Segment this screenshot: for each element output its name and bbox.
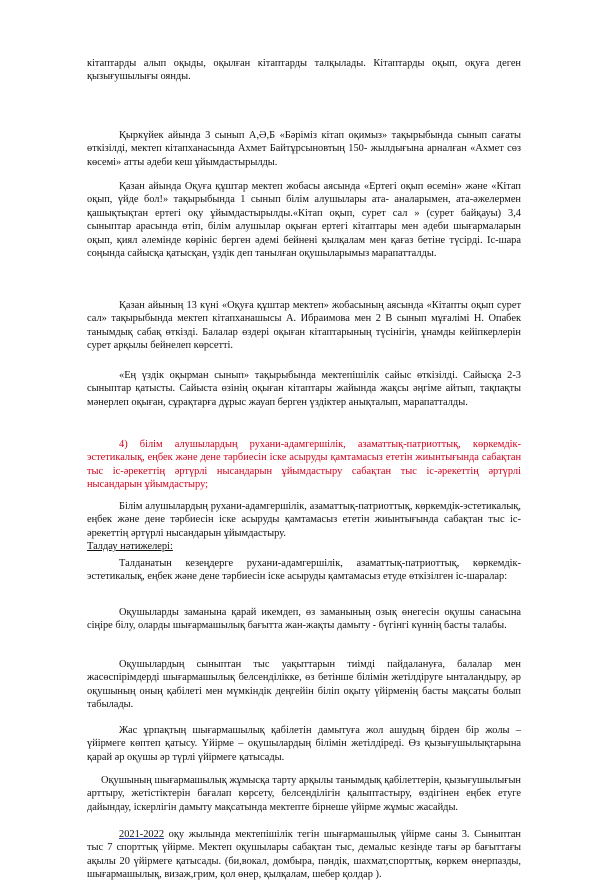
analysis-results-heading: Талдау нәтижелері: <box>87 541 173 552</box>
paragraph-text: Оқушыларды заманына қарай икемдеп, өз заманының озық өнегесін оқушы санасына сіңіре білу, оларды шығармашылық бағытта жан-жақты дамыту - бүгінгі күннің басты талабы. <box>87 607 521 632</box>
paragraph-analysis-events <box>87 557 521 584</box>
paragraph-october-13 <box>87 299 521 353</box>
paragraph-task-4 <box>87 438 521 492</box>
paragraph-text: Қыркүйек айында 3 сынып А,Ә,Б «Бәріміз кітап оқимыз» тақырыбында сынып сағаты өткізілді, мектеп кітапханасында Ахмет Байтұрсыновтың 150- жылдығына арналған «Ахмет сөз көсемі» атты әдеби кеш ұйымдастырылды. <box>87 130 521 168</box>
highlighted-task-text: 4) білім алушылардың рухани-адамгершілік, азаматтық-патриоттық, көркемдік-эстетикалық, еңбек және дене тәрбиесін іске асыруды қамтамасыз ететін жиынтығында сабақтан тыс іс-әрекеттің әртүрлі нысандарын ұйымдастыру сабақтан тыс іс-әрекеттің әртүрлі нысандарын ұйымдастыру; <box>87 439 521 491</box>
paragraph-september-events <box>87 129 521 169</box>
paragraph-october-reading <box>87 180 521 260</box>
paragraph-text: Қазан айының 13 күні «Оқуға құштар мектеп» жобасының аясында «Кітапты оқып сурет сал» тақырыбында мектеп кітапханашысы А. Ибраимова мен 2 В сынып мұғалімі Н. Опабек танымдық сабақ өткізді. Балалар өздері оқыған кітаптарының түсінігін, ұнамды кейіпкерлерін сурет арқылы бейнелеп көрсетті. <box>87 300 521 352</box>
section-heading <box>87 540 521 553</box>
clubs-text: оқу жылында мектепішілік тегін шығармашылық үйірме саны 3. Сыныптан тыс 7 спорттық үйірме. Мектеп оқушылары сабақтан тыс, демалыс кезінде тағы әр бағыттағы ақылы 20 үйірмеге қатысады. (би,вокал, домбыра, пәндік, шахмат,спорттық, көркем өнерпазды, шығармашылық, визаж,грим, қол өнер, қылқалам, шебер қолдар ). <box>87 829 521 881</box>
paragraph-text: Талданатын кезеңдерге рухани-адамгершілік, азаматтық-патриоттық, көркемдік-эстетикалық, еңбек және дене тәрбиесін іске асыруды қамтамасыз етуде өткізілген іс-шаралар: <box>87 558 521 583</box>
paragraph-text: кітаптарды алып оқыды, оқылған кітаптарды талқылады. Кітаптарды оқып, оқуға деген қызығушылығы оянды. <box>87 58 521 83</box>
paragraph-best-reader-contest <box>87 369 521 409</box>
paragraph-text <box>87 828 521 882</box>
paragraph-text: Жас ұрпақтың шығармашылық қабілетін дамытуға жол ашудың бірден бір жолы – үйірмеге көптеп қатысу. Үйірме – оқушылардың білімін жетілдіреді. Өз қызығушылықтарына қарай әр оқушы әр түрлі үйірмеге қатысады. <box>87 725 521 763</box>
paragraph-text: Оқушылардың сыныптан тыс уақыттарын тиімді пайдалануға, балалар мен жасөспірімдерді шығармашылық белсенділікке, өз бетінше білімін жетілдіруге ынталандыру, әр оқушының оның қабілеті мен мүмкіндік деңгейін біліп оқыту үйірменің басты мақсаты болып табылады. <box>87 659 521 711</box>
paragraph-text: Қазан айында Оқуға құштар мектеп жобасы аясында «Ертегі оқып өсемін» және «Кітап оқып, үйде бол!» тақырыбында 1 сынып білім алушылары ата- аналарымен, ата-әжелермен қашықтықтан ертегі оқу ұйымдастырылды.«Кітап оқып, сурет сал » (сурет байқауы) 3,4 сыныптар арасында өтіп, білім алушылар оқыған ертегі кітаптары мен әдеби шығармаларын оқып, қиял әлемінде көрініс берген әдемі бейнені қылқалам мен қағаз бетіне түсірді. Іс-шара соңында сайысқа қатысқан, үздік деп танылған оқушыларымыз марапатталды. <box>87 181 521 260</box>
paragraph-modern-education <box>87 606 521 633</box>
academic-year: 2021-2022 <box>119 829 165 840</box>
paragraph-reading-discussion <box>87 57 521 84</box>
paragraph-task-restated <box>87 500 521 540</box>
paragraph-text: Оқушының шығармашылық жұмысқа тарту арқылы танымдық қабілеттерін, қызығушылығын арттыру, жетістіктерін бағалап көрсету, белсенділігін қалыптастыру, өздігінен еңбек етуге дайындау, іскерлігін дамыту мақсатында мектепте бірнеше үйірме жұмыс жасайды. <box>87 775 521 813</box>
paragraph-clubs-participation <box>87 724 521 764</box>
paragraph-creative-work <box>87 774 521 814</box>
paragraph-text: «Ең үздік оқырман сынып» тақырыбында мектепішілік сайыс өткізілді. Сайысқа 2-3 сыныптар қатысты. Сайыста өзінің оқыған кітаптары жайында жақсы әңгіме айтып, тақпақты мәнерлеп оқыған, сұрақтарға дұрыс жауап берген үздіктер анықталып, марапатталды. <box>87 370 521 408</box>
paragraph-clubs-2021-2022 <box>87 828 521 882</box>
paragraph-text: Білім алушылардың рухани-адамгершілік, азаматтық-патриоттық, көркемдік-эстетикалық, еңбек және дене тәрбиесін іске асыруды қамтамасыз ететін жиынтығында сабақтан тыс іс-әрекеттің әртүрлі нысандарын ұйымдастыру. <box>87 501 521 539</box>
paragraph-extracurricular-goal <box>87 658 521 712</box>
